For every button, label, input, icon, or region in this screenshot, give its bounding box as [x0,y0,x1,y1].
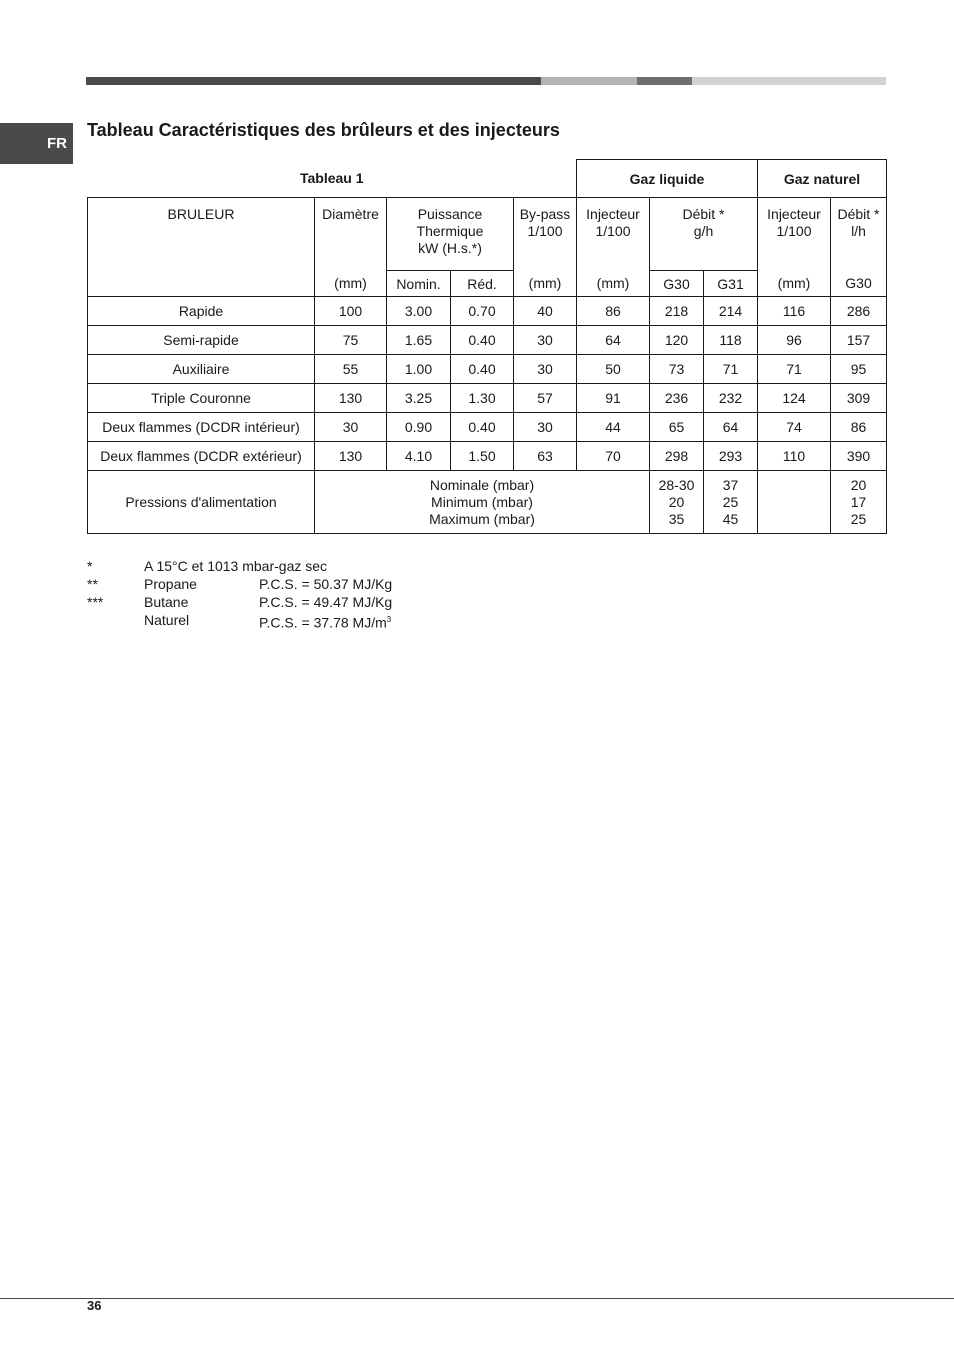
unit-natural-flow: G30 [831,271,887,297]
footnote-superscript: 3 [386,615,392,624]
header-bypass-line: 1/100 [527,223,563,239]
footnote-label: A 15°C et 1013 mbar-gaz sec [144,558,328,574]
cell-injector: 64 [577,326,650,355]
cell-natural-flow: 157 [831,326,887,355]
footnote-row [87,575,487,593]
footnote-value: P.C.S. = 49.47 MJ/Kg [259,594,393,610]
cell-burner-name: Semi-rapide [88,326,315,355]
table-row [88,442,887,471]
cell-diameter: 30 [315,413,387,442]
header-natural-injector-line: 1/100 [776,223,812,239]
cell-flow-g30: 236 [650,384,704,413]
cell-flow-g31: 214 [704,297,758,326]
cell-injector: 70 [577,442,650,471]
pressure-value: 37 [722,476,739,493]
unit-bypass: (mm) [514,271,577,297]
pressure-empty [758,471,831,534]
pressure-kind: Maximum (mbar) [429,510,535,527]
cell-natural-flow: 86 [831,413,887,442]
header-power-line: Puissance [417,206,483,222]
header-natural-flow-line: l/h [851,223,866,239]
pressure-g31 [704,471,758,534]
header-bypass-line: By-pass [519,206,571,222]
cell-diameter: 100 [315,297,387,326]
group-header-natural-gas: Gaz naturel [758,160,887,198]
pressure-value: 45 [722,510,739,527]
cell-burner-name: Rapide [88,297,315,326]
cell-natural-injector: 74 [758,413,831,442]
pressure-value: 20 [850,476,867,493]
header-injector-line: Injecteur [586,206,640,222]
cell-injector: 50 [577,355,650,384]
page-number: 36 [87,1298,102,1313]
footer-rule [0,1298,954,1299]
cell-natural-flow: 286 [831,297,887,326]
cell-flow-g30: 65 [650,413,704,442]
footnote-label: Naturel [144,612,190,628]
header-diameter: Diamètre [315,198,387,271]
header-bar-segment [637,77,692,85]
cell-diameter: 75 [315,326,387,355]
cell-diameter: 130 [315,384,387,413]
footnote-value [259,611,391,632]
header-power-line: kW (H.s.*) [418,240,482,256]
cell-flow-g31: 293 [704,442,758,471]
footnotes [87,557,487,629]
header-natural-flow-line: Débit * [837,206,880,222]
table-row [88,384,887,413]
cell-power-reduced: 0.70 [451,297,514,326]
footnote-mark: ** [87,576,98,592]
group-header-liquid-gas: Gaz liquide [577,160,758,198]
header-natural-injector-line: Injecteur [767,206,821,222]
table-caption: Tableau 1 [88,160,577,198]
pressure-value: 25 [722,493,739,510]
footnote-label: Propane [144,576,197,592]
footnote-value: P.C.S. = 50.37 MJ/Kg [259,576,393,592]
cell-natural-injector: 124 [758,384,831,413]
unit-injector: (mm) [577,271,650,297]
cell-flow-g30: 298 [650,442,704,471]
footnote-mark: *** [87,594,104,610]
header-power-line: Thermique [416,223,484,239]
cell-bypass: 30 [514,355,577,384]
header-injector [577,198,650,271]
table-row [88,297,887,326]
footnote-label: Butane [144,594,189,610]
header-flow-line: g/h [693,223,714,239]
cell-natural-flow: 309 [831,384,887,413]
cell-burner-name: Auxiliaire [88,355,315,384]
header-natural-injector [758,198,831,271]
cell-burner-name: Deux flammes (DCDR intérieur) [88,413,315,442]
pressure-kinds [315,471,650,534]
unit-natural-injector: (mm) [758,271,831,297]
pressure-g30 [650,471,704,534]
unit-diameter: (mm) [315,271,387,297]
header-flow-line: Débit * [682,206,725,222]
pressure-label: Pressions d'alimentation [88,471,315,534]
cell-power-nominal: 0.90 [387,413,451,442]
header-power [387,198,514,271]
footnote-row [87,557,487,575]
header-natural-flow [831,198,887,271]
cell-power-reduced: 1.50 [451,442,514,471]
cell-flow-g30: 120 [650,326,704,355]
footnote-row [87,611,487,629]
cell-burner-name: Triple Couronne [88,384,315,413]
cell-bypass: 30 [514,413,577,442]
header-burner: BRULEUR [88,198,315,297]
cell-diameter: 130 [315,442,387,471]
pressure-kind: Nominale (mbar) [429,476,535,493]
cell-power-reduced: 0.40 [451,413,514,442]
cell-burner-name: Deux flammes (DCDR extérieur) [88,442,315,471]
cell-flow-g31: 64 [704,413,758,442]
table-row [88,413,887,442]
pressure-value: 20 [668,493,685,510]
cell-power-reduced: 0.40 [451,326,514,355]
cell-bypass: 63 [514,442,577,471]
cell-injector: 44 [577,413,650,442]
cell-flow-g30: 218 [650,297,704,326]
footnote-mark: * [87,558,93,574]
cell-bypass: 40 [514,297,577,326]
cell-bypass: 30 [514,326,577,355]
table-row [88,326,887,355]
cell-natural-injector: 96 [758,326,831,355]
cell-diameter: 55 [315,355,387,384]
burner-injector-table [87,159,887,534]
pressure-value: 25 [850,510,867,527]
cell-bypass: 57 [514,384,577,413]
cell-natural-injector: 110 [758,442,831,471]
footnote-value-text: P.C.S. = 37.78 MJ/m [259,614,387,631]
cell-flow-g31: 71 [704,355,758,384]
cell-natural-injector: 116 [758,297,831,326]
cell-flow-g30: 73 [650,355,704,384]
language-tab [0,123,73,164]
cell-flow-g31: 232 [704,384,758,413]
table-row [88,355,887,384]
header-flow-liquid [650,198,758,271]
cell-injector: 86 [577,297,650,326]
cell-power-nominal: 3.25 [387,384,451,413]
cell-power-nominal: 4.10 [387,442,451,471]
pressure-kind: Minimum (mbar) [431,493,533,510]
cell-injector: 91 [577,384,650,413]
header-bypass [514,198,577,271]
cell-flow-g31: 118 [704,326,758,355]
header-injector-line: 1/100 [595,223,631,239]
cell-power-nominal: 1.00 [387,355,451,384]
pressure-value: 35 [668,510,685,527]
cell-power-nominal: 1.65 [387,326,451,355]
page-title: Tableau Caractéristiques des brûleurs et des injecteurs [87,120,560,140]
pressure-value: 28-30 [658,476,695,493]
subheader-nominal: Nomin. [387,271,451,297]
subheader-g31: G31 [704,271,758,297]
cell-power-nominal: 3.00 [387,297,451,326]
cell-natural-flow: 390 [831,442,887,471]
footnote-row [87,593,487,611]
pressure-value: 17 [850,493,867,510]
subheader-g30: G30 [650,271,704,297]
cell-natural-flow: 95 [831,355,887,384]
header-bar-segment [692,77,886,85]
header-bar-segment [86,77,541,85]
language-code: FR [47,135,67,152]
pressure-natural [831,471,887,534]
cell-power-reduced: 0.40 [451,355,514,384]
header-color-bar [86,77,886,85]
cell-power-reduced: 1.30 [451,384,514,413]
cell-natural-injector: 71 [758,355,831,384]
subheader-reduced: Réd. [451,271,514,297]
header-bar-segment [541,77,637,85]
